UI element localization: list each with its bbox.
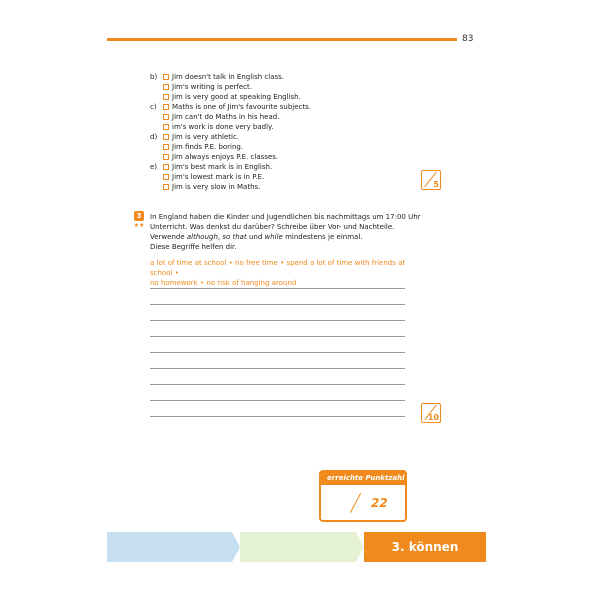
total-score-max: 22 bbox=[371, 496, 388, 510]
progress-band-1 bbox=[107, 532, 232, 562]
choice-group-e bbox=[150, 162, 311, 192]
score-max: 10 bbox=[427, 413, 439, 422]
total-score-box bbox=[319, 470, 407, 522]
writing-line[interactable] bbox=[150, 352, 405, 353]
writing-line[interactable] bbox=[150, 416, 405, 417]
keyword-although: although bbox=[186, 233, 218, 241]
writing-line[interactable] bbox=[150, 304, 405, 305]
instruction-line: Verwende although, so that und while mindestens je einmal. bbox=[150, 233, 363, 241]
task-number-badge: 3 bbox=[134, 211, 144, 221]
choice-list bbox=[150, 72, 311, 192]
progress-band-3: 3. können bbox=[364, 532, 486, 562]
choice-option[interactable]: Jim's writing is perfect. bbox=[150, 82, 311, 92]
choice-option[interactable]: Jim finds P.E. boring. bbox=[150, 142, 311, 152]
total-score-slash bbox=[350, 493, 361, 513]
writing-line[interactable] bbox=[150, 384, 405, 385]
total-score-title: erreichte Punktzahl bbox=[321, 472, 405, 485]
choice-group-b bbox=[150, 72, 311, 102]
instruction-line: Unterricht. Was denkst du darüber? Schreibe über Vor- und Nachteile. bbox=[150, 223, 395, 231]
choice-option[interactable]: Jim is very good at speaking English. bbox=[150, 92, 311, 102]
score-max: 5 bbox=[433, 180, 439, 189]
choice-option[interactable]: Maths is one of Jim's favourite subjects. bbox=[150, 102, 311, 112]
checkbox[interactable] bbox=[163, 164, 169, 170]
instruction-line: Diese Begriffe helfen dir. bbox=[150, 243, 237, 251]
checkbox[interactable] bbox=[163, 124, 169, 130]
hint-term: a lot of time at school bbox=[150, 259, 227, 267]
choice-option[interactable]: Jim is very slow in Maths. bbox=[150, 182, 311, 192]
keyword-so-that: so that bbox=[222, 233, 247, 241]
choice-option[interactable]: Jim's best mark is in English. bbox=[150, 162, 311, 172]
checkbox[interactable] bbox=[163, 114, 169, 120]
hint-terms bbox=[150, 258, 420, 288]
choice-option[interactable]: Jim always enjoys P.E. classes. bbox=[150, 152, 311, 162]
hint-separator: • bbox=[174, 269, 179, 277]
hint-term: no free time bbox=[235, 259, 278, 267]
choice-group-c bbox=[150, 102, 311, 132]
hint-separator: • bbox=[280, 259, 285, 267]
progress-band-2 bbox=[240, 532, 356, 562]
choice-option[interactable]: Jim can't do Maths in his head. bbox=[150, 112, 311, 122]
choice-option[interactable]: im's work is done very badly. bbox=[150, 122, 311, 132]
hint-term: no homework bbox=[150, 279, 198, 287]
progress-arrow-2 bbox=[356, 532, 364, 562]
choice-letter: d) bbox=[150, 133, 158, 141]
difficulty-stars-icon: ★★ bbox=[133, 222, 145, 229]
task-instructions bbox=[150, 212, 421, 252]
choice-letter: e) bbox=[150, 163, 158, 171]
hint-separator: • bbox=[199, 279, 205, 287]
hint-term: spend a lot of time with friends at school bbox=[150, 259, 406, 277]
checkbox[interactable] bbox=[163, 144, 169, 150]
checkbox[interactable] bbox=[163, 154, 169, 160]
choice-letter: b) bbox=[150, 73, 158, 81]
writing-line[interactable] bbox=[150, 288, 405, 289]
checkbox[interactable] bbox=[163, 74, 169, 80]
choice-group-d bbox=[150, 132, 311, 162]
writing-line[interactable] bbox=[150, 336, 405, 337]
choice-letter: c) bbox=[150, 103, 157, 111]
page-number: 83 bbox=[462, 34, 474, 44]
checkbox[interactable] bbox=[163, 104, 169, 110]
checkbox[interactable] bbox=[163, 94, 169, 100]
header-rule bbox=[107, 38, 457, 41]
keyword-while: while bbox=[264, 233, 283, 241]
choice-option[interactable]: Jim doesn't talk in English class. bbox=[150, 72, 311, 82]
checkbox[interactable] bbox=[163, 134, 169, 140]
choice-option[interactable]: Jim's lowest mark is in P.E. bbox=[150, 172, 311, 182]
writing-line[interactable] bbox=[150, 320, 405, 321]
writing-line[interactable] bbox=[150, 400, 405, 401]
score-box-task2 bbox=[421, 170, 441, 190]
checkbox[interactable] bbox=[163, 84, 169, 90]
choice-option[interactable]: Jim is very athletic. bbox=[150, 132, 311, 142]
checkbox[interactable] bbox=[163, 174, 169, 180]
instruction-line: In England haben die Kinder und Jugendlichen bis nachmittags um 17:00 Uhr bbox=[150, 213, 421, 221]
checkbox[interactable] bbox=[163, 184, 169, 190]
score-box-task3 bbox=[421, 403, 441, 423]
hint-separator: • bbox=[228, 259, 233, 267]
hint-term: no risk of hanging around bbox=[206, 279, 297, 287]
progress-arrow-1 bbox=[232, 532, 240, 562]
writing-line[interactable] bbox=[150, 368, 405, 369]
